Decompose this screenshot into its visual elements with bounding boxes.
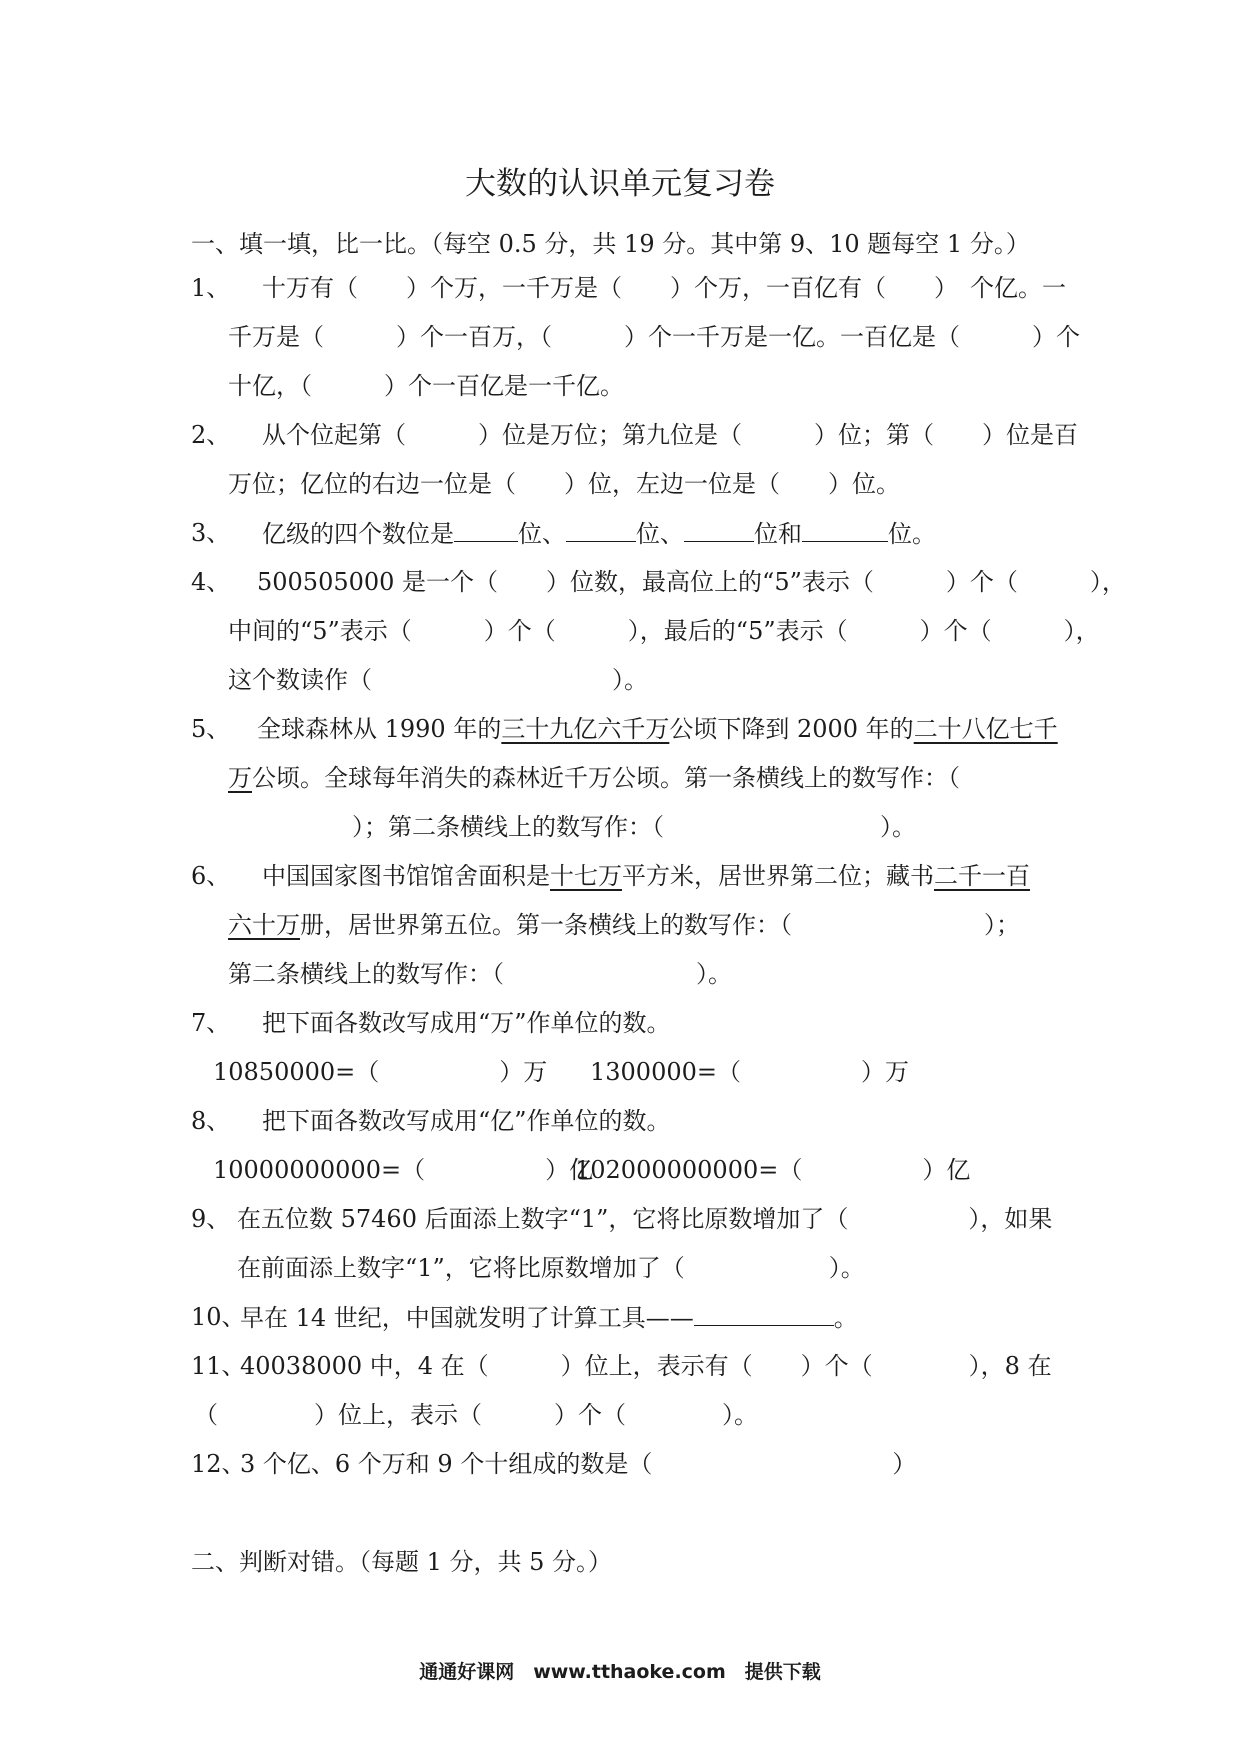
section-2-heading: 二、判断对错。（每题 1 分，共 5 分。） — [191, 1548, 613, 1576]
q1-line-2: 千万是（ ）个一百万，（ ）个一千万是一亿。一百亿是（ ）个 — [228, 323, 1080, 351]
q3-blank-3[interactable] — [684, 517, 754, 542]
q12-number: 12、 — [191, 1450, 246, 1478]
q6-number: 6、 — [191, 862, 231, 890]
q6-underlined-2a: 二千一百 — [934, 862, 1030, 890]
q5-line-1 — [257, 713, 1058, 745]
q3-line — [262, 517, 936, 550]
q5-underlined-1: 三十九亿六千万 — [501, 715, 670, 743]
q10-text-b: 。 — [833, 1304, 858, 1332]
q3-blank-4[interactable] — [802, 517, 888, 542]
q5-line-2 — [228, 762, 960, 794]
q3-text-b: 位、 — [518, 520, 566, 548]
q2-line-2: 万位；亿位的右边一位是（ ）位，左边一位是（ ）位。 — [228, 470, 900, 498]
q3-blank-1[interactable] — [454, 517, 518, 542]
q8-line-1: 把下面各数改写成用“亿”作单位的数。 — [262, 1107, 671, 1135]
q3-text-d: 位和 — [754, 520, 802, 548]
q6-underlined-1: 十七万 — [550, 862, 622, 890]
q3-text-e: 位。 — [888, 520, 936, 548]
q6-text-a: 中国国家图书馆馆舍面积是 — [262, 862, 550, 890]
q4-line-3: 这个数读作（ ）。 — [228, 666, 648, 694]
q4-line-2: 中间的“5”表示（ ）个（ ），最后的“5”表示（ ）个（ ）， — [228, 617, 1100, 645]
q1-line-1: 十万有（ ）个万，一千万是（ ）个万，一百亿有（ ） 个亿。一 — [262, 274, 1066, 302]
footer-credit: 通通好课网 www.tthaoke.com 提供下载 — [419, 1661, 821, 1683]
q7-exercise-2: 1300000=（ ）万 — [590, 1058, 909, 1086]
q7-exercise-1: 10850000=（ ）万 — [213, 1058, 548, 1086]
q11-line-1: 40038000 中，4 在（ ）位上，表示有（ ）个（ ），8 在 — [240, 1352, 1052, 1380]
q3-blank-2[interactable] — [566, 517, 636, 542]
q5-text-c: 公顷。全球每年消失的森林近千万公顷。第一条横线上的数写作：（ — [252, 764, 960, 792]
q11-number: 11、 — [191, 1352, 246, 1380]
q11-line-2: （ ）位上，表示（ ）个（ ）。 — [194, 1401, 758, 1429]
page-title: 大数的认识单元复习卷 — [465, 166, 775, 202]
q6-line-2 — [228, 909, 1020, 941]
q4-number: 4、 — [191, 568, 231, 596]
q5-line-3: ）；第二条横线上的数写作：（ ）。 — [352, 813, 916, 841]
section-1-heading: 一、填一填，比一比。（每空 0.5 分，共 19 分。其中第 9、10 题每空 1 分。） — [191, 230, 1030, 258]
q9-number: 9、 — [191, 1205, 231, 1233]
q5-underlined-2a: 二十八亿七千 — [913, 715, 1058, 743]
q6-text-b: 平方米，居世界第二位；藏书 — [622, 862, 934, 890]
q5-text-a: 全球森林从 1990 年的 — [257, 715, 502, 743]
q6-underlined-2b: 六十万 — [228, 911, 300, 939]
q9-line-1: 在五位数 57460 后面添上数字“1”，它将比原数增加了（ ），如果 — [237, 1205, 1053, 1233]
q5-number: 5、 — [191, 715, 231, 743]
q9-line-2: 在前面添上数字“1”，它将比原数增加了（ ）。 — [237, 1254, 865, 1282]
q3-text-a: 亿级的四个数位是 — [262, 520, 454, 548]
q8-exercise-2: 102000000000=（ ）亿 — [575, 1156, 971, 1184]
q3-text-c: 位、 — [636, 520, 684, 548]
q8-exercise-1: 10000000000=（ ）亿 — [213, 1156, 594, 1184]
q10-line — [240, 1301, 858, 1334]
q5-underlined-2b: 万 — [228, 764, 252, 792]
q6-text-c: 册，居世界第五位。第一条横线上的数写作：（ ）； — [300, 911, 1020, 939]
q8-number: 8、 — [191, 1107, 231, 1135]
q10-text-a: 早在 14 世纪，中国就发明了计算工具—— — [240, 1304, 694, 1332]
q2-number: 2、 — [191, 421, 231, 449]
q7-line-1: 把下面各数改写成用“万”作单位的数。 — [262, 1009, 671, 1037]
q2-line-1: 从个位起第（ ）位是万位；第九位是（ ）位；第（ ）位是百 — [262, 421, 1078, 449]
q10-number: 10、 — [191, 1303, 246, 1331]
q6-line-3: 第二条横线上的数写作：（ ）。 — [228, 960, 732, 988]
q10-blank[interactable] — [694, 1301, 834, 1326]
q7-number: 7、 — [191, 1009, 231, 1037]
q6-line-1 — [262, 860, 1030, 892]
q1-line-3: 十亿，（ ）个一百亿是一千亿。 — [228, 372, 624, 400]
q3-number: 3、 — [191, 519, 231, 547]
q12-line-1: 3 个亿、6 个万和 9 个十组成的数是（ ） — [240, 1450, 917, 1478]
q5-text-b: 公顷下降到 2000 年的 — [669, 715, 914, 743]
q4-line-1: 500505000 是一个（ ）位数，最高位上的“5”表示（ ）个（ ）， — [257, 568, 1126, 596]
q1-number: 1、 — [191, 274, 231, 302]
